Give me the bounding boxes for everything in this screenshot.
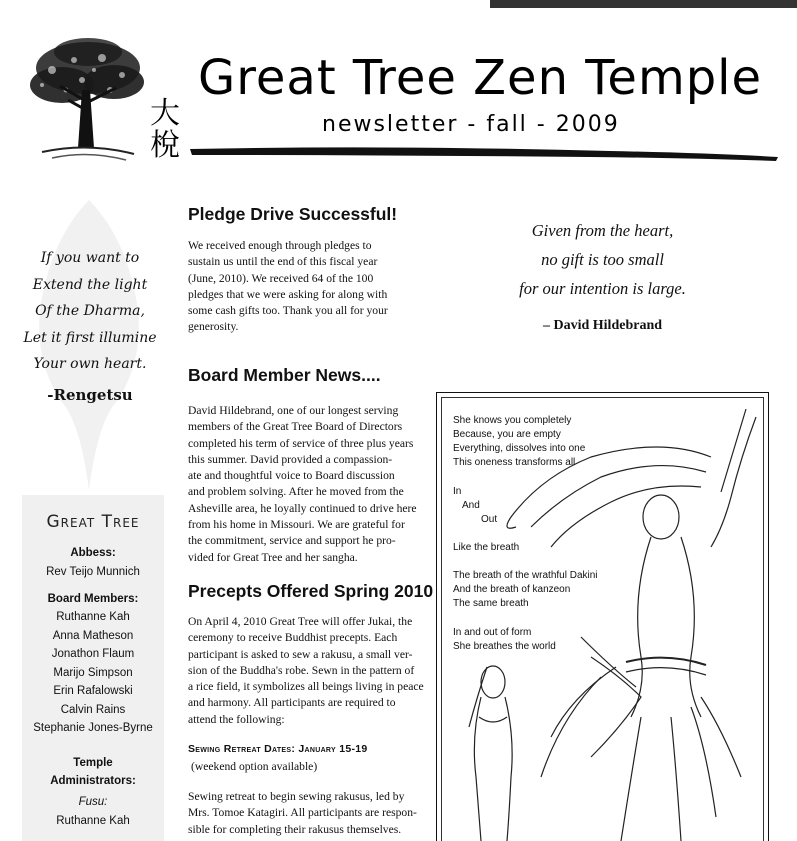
pledge-line: (June, 2010). We received 64 of the 100 xyxy=(188,271,374,285)
precepts-line: and harmony. All participants are required to xyxy=(188,696,396,710)
quote-author: -Rengetsu xyxy=(47,386,133,404)
poem-line: Everything, dissolves into one xyxy=(453,443,586,454)
poem-line: She knows you completely xyxy=(453,415,572,426)
board-news-line: David Hildebrand, one of our longest serving xyxy=(188,404,399,417)
admins-label-line2: Administrators: xyxy=(50,775,136,787)
board-members-label: Board Members: xyxy=(47,593,139,605)
pledge-line: generosity. xyxy=(188,320,239,334)
board-news-line: ate and thoughtful voice to Board discussion xyxy=(188,469,395,483)
quote-line: no gift is too small xyxy=(541,250,664,269)
quote-line: If you want to xyxy=(40,250,140,266)
top-edge-image-strip xyxy=(490,0,797,8)
board-news-line: vided for Great Tree and her sangha. xyxy=(188,550,358,564)
quote-line: Extend the light xyxy=(32,276,148,293)
kanji-char-1: 大 xyxy=(150,96,180,131)
poem-line: Because, you are empty xyxy=(453,429,561,440)
quote-line: for our intention is large. xyxy=(519,279,686,298)
rengetsu-quote xyxy=(20,245,160,378)
board-news-line: this summer. David provided a compassion- xyxy=(188,452,393,466)
sewing-line: Sewing retreat to begin sewing rakusus, led by xyxy=(188,790,405,803)
board-news-line: the commitment, service and support he pro- xyxy=(188,534,396,548)
board-member: Ruthanne Kah xyxy=(56,611,130,623)
precepts-line: sion of the Buddha's robe. Sewn in the pattern of xyxy=(188,663,415,677)
board-news-line: and problem solving. After he moved from the xyxy=(188,485,404,499)
admins-label-line1: Temple xyxy=(73,757,113,769)
newsletter-title: Great Tree Zen Temple xyxy=(198,50,763,106)
poem-stanza-4 xyxy=(453,626,556,654)
precepts-line: a rice field, it symbolizes all beings living in peace xyxy=(188,680,424,694)
abbess-name: Rev Teijo Munnich xyxy=(46,566,140,578)
abbess-label: Abbess: xyxy=(70,547,116,559)
board-news-heading: Board Member News.... xyxy=(188,365,381,385)
quote-line: Of the Dharma, xyxy=(35,303,145,319)
poem-and: And xyxy=(462,500,480,511)
sewing-line: sible for completing their rakusus themselves. xyxy=(188,822,402,836)
board-member: Marijo Simpson xyxy=(53,667,133,679)
poem-stanza-3 xyxy=(453,569,598,611)
sidebar-heading: Great Tree xyxy=(46,512,140,532)
precepts-line: attend the following: xyxy=(188,712,285,726)
pledge-heading: Pledge Drive Successful! xyxy=(188,204,398,224)
quote-line: Let it first illumine xyxy=(23,329,157,346)
tree-logo-icon xyxy=(22,30,154,170)
precepts-heading: Precepts Offered Spring 2010 xyxy=(188,581,434,601)
pledge-line: We received enough through pledges to xyxy=(188,239,372,252)
pledge-line: pledges that we were asking for along with xyxy=(188,287,388,301)
board-news-line: completed his term of service of three plus years xyxy=(188,436,414,450)
precepts-line: On April 4, 2010 Great Tree will offer Jukai, the xyxy=(188,615,413,628)
board-member: Anna Matheson xyxy=(52,630,134,642)
board-member: Jonathon Flaum xyxy=(51,648,135,660)
precepts-line: ceremony to receive Buddhist precepts. Each xyxy=(188,631,398,645)
board-news-line: members of the Great Tree Board of Directors xyxy=(188,420,403,434)
sewing-body xyxy=(188,789,423,838)
board-news-line: from his home in Missouri. We are grateful for xyxy=(188,518,405,532)
poem-line: And the breath of kanzeon xyxy=(453,584,571,595)
newsletter-subtitle: newsletter - fall - 2009 xyxy=(322,112,620,137)
board-news-body xyxy=(188,403,423,566)
pledge-line: sustain us until the end of this fiscal year xyxy=(188,255,378,269)
poem-line: This oneness transforms all xyxy=(453,457,576,468)
poem-line: In and out of form xyxy=(453,627,532,638)
board-news-line: Asheville area, he loyally continued to drive here xyxy=(188,501,417,515)
quote-line: Your own heart. xyxy=(33,356,147,372)
sewing-line: Mrs. Tomoe Katagiri. All participants are respon- xyxy=(188,806,417,820)
poem-like-the-breath: Like the breath xyxy=(453,542,520,553)
board-member: Erin Rafalowski xyxy=(53,685,133,697)
board-member: Calvin Rains xyxy=(60,704,126,716)
poem-stanza-1 xyxy=(453,414,585,470)
pledge-line: some cash gifts too. Thank you all for your xyxy=(188,304,388,318)
pledge-body xyxy=(188,238,423,336)
sewing-retreat-heading: Sewing Retreat Dates: January 15-19 xyxy=(188,743,368,755)
precepts-line: participant is asked to sew a rakusu, a small ver- xyxy=(188,647,413,661)
precepts-body xyxy=(188,614,423,728)
sewing-note: (weekend option available) xyxy=(191,760,318,773)
poem-out: Out xyxy=(481,514,498,525)
kanji-char-2: 梲 xyxy=(150,128,180,163)
poem-line: The same breath xyxy=(453,598,529,609)
poem-in: In xyxy=(453,486,462,497)
fusu-name: Ruthanne Kah xyxy=(56,815,130,827)
brush-stroke-divider xyxy=(190,143,778,165)
quote-line: Given from the heart, xyxy=(531,221,674,240)
poem-line: The breath of the wrathful Dakini xyxy=(453,570,598,581)
poem-line: She breathes the world xyxy=(453,641,556,652)
fusu-label: Fusu: xyxy=(78,796,108,808)
hildebrand-quote xyxy=(490,216,715,303)
quote-author: – David Hildebrand xyxy=(542,318,663,333)
board-member: Stephanie Jones-Byrne xyxy=(33,722,153,734)
kanji-logo xyxy=(150,98,180,162)
